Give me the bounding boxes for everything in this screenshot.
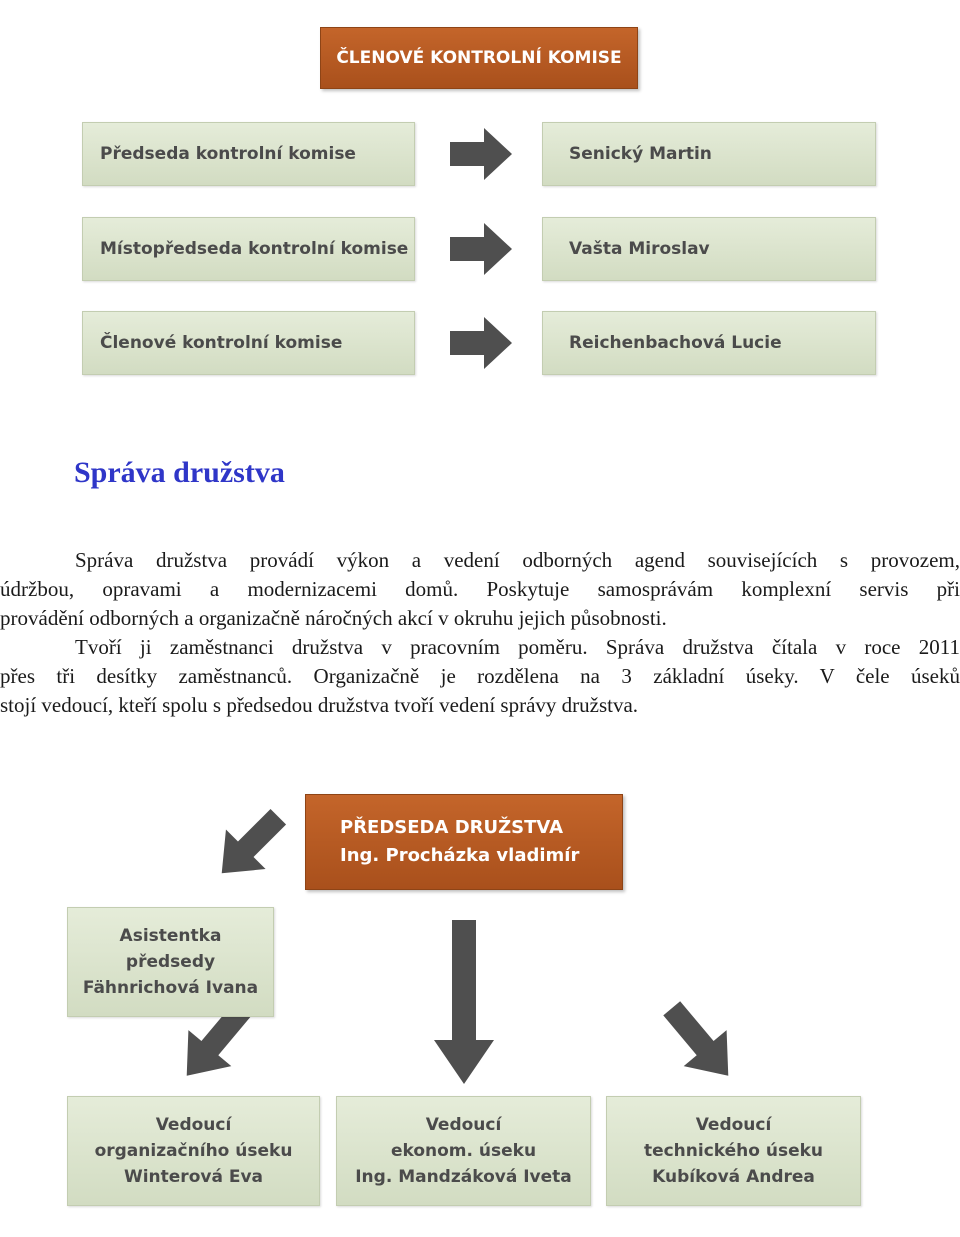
arrow-right-icon: [450, 128, 514, 180]
head-line: organizačního úseku: [94, 1141, 293, 1161]
head-line: ekonom. úseku: [390, 1141, 537, 1161]
paragraph-line: Správa družstva provádí výkon a vedení odborných agend souvisejících s provozem,: [75, 548, 960, 572]
chairman-title: PŘEDSEDA DRUŽSTVA: [340, 817, 564, 838]
assistant-line: Fähnrichová Ivana: [82, 978, 259, 998]
head-organizational-box: [67, 1096, 320, 1206]
paragraph-line: stojí vedoucí, kteří spolu s předsedou družstva tvoří vedení správy družstva.: [0, 693, 639, 717]
arrow-right-icon: [450, 223, 514, 275]
section-paragraph: [0, 546, 960, 720]
name-box-members: Reichenbachová Lucie: [542, 311, 876, 375]
arrow-down-icon: [432, 920, 496, 1086]
paragraph-line: provádění odborných a organizačně náročných akcí v okruhu jejich působnosti.: [0, 606, 667, 630]
head-economic-box: [336, 1096, 591, 1206]
paragraph-line: přes tři desítky zaměstnanců. Organizačně je rozdělena na 3 základní úseky. V čele úseků: [0, 664, 960, 688]
arrow-down-left-icon: [205, 800, 295, 890]
arrow-down-right-icon: [650, 995, 750, 1090]
assistant-box: [67, 907, 274, 1017]
role-box-vice-chair: Místopředseda kontrolní komise: [82, 217, 415, 281]
assistant-line: předsedy: [125, 952, 216, 972]
section-heading: Správa družstva: [74, 456, 285, 489]
arrow-right-icon: [450, 317, 514, 369]
role-box-members: Členové kontrolní komise: [82, 311, 415, 375]
assistant-line: Asistentka: [119, 926, 222, 946]
paragraph-line: Tvoří ji zaměstnanci družstva v pracovním poměru. Správa družstva čítala v roce 2011: [75, 635, 960, 659]
head-line: Vedoucí: [695, 1115, 772, 1135]
head-line: Ing. Mandzáková Iveta: [355, 1167, 572, 1187]
name-box-vice-chair: Vašta Miroslav: [542, 217, 876, 281]
head-line: Winterová Eva: [123, 1167, 264, 1187]
head-line: Kubíková Andrea: [652, 1167, 815, 1187]
head-line: Vedoucí: [155, 1115, 232, 1135]
name-box-chair: Senický Martin: [542, 122, 876, 186]
head-line: Vedoucí: [425, 1115, 502, 1135]
chairman-name: Ing. Procházka vladimír: [340, 845, 580, 866]
head-technical-box: [606, 1096, 861, 1206]
role-box-chair: Předseda kontrolní komise: [82, 122, 415, 186]
commission-header: ČLENOVÉ KONTROLNÍ KOMISE: [320, 27, 638, 89]
chairman-box: [305, 794, 623, 890]
head-line: technického úseku: [643, 1141, 824, 1161]
paragraph-line: údržbou, opravami a modernizacemi domů. Poskytuje samosprávám komplexní servis při: [0, 577, 960, 601]
